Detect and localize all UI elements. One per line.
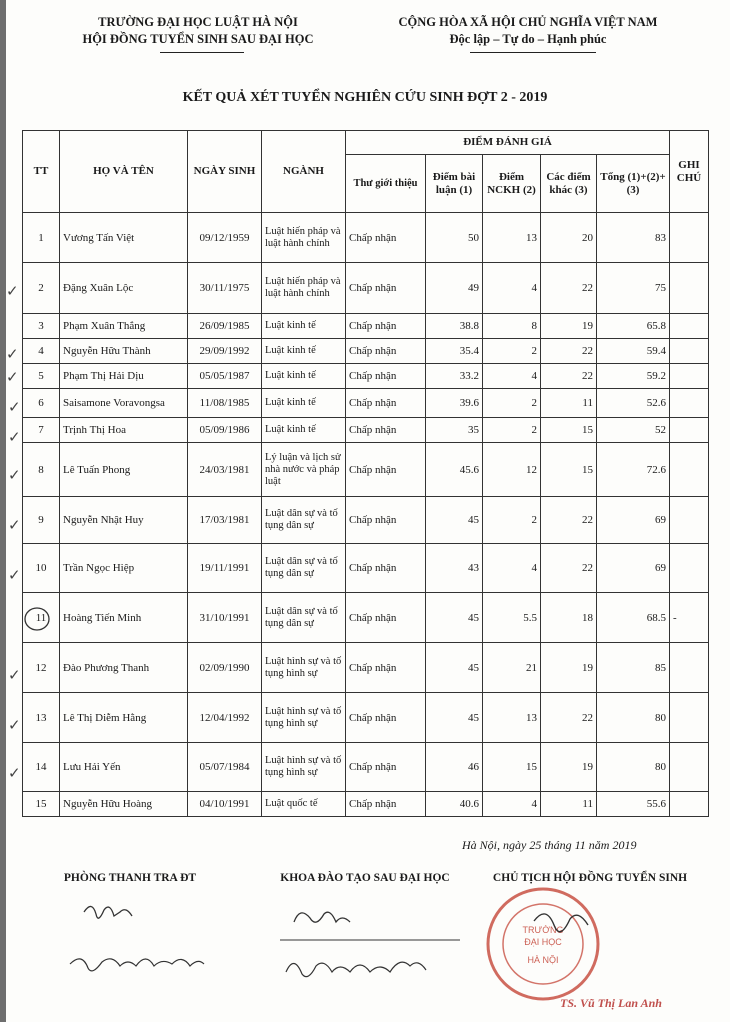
row-other: 11: [541, 792, 597, 817]
row-other: 22: [541, 364, 597, 389]
row-total: 52: [597, 418, 670, 443]
row-other: 20: [541, 213, 597, 263]
signature-title-faculty: KHOA ĐÀO TẠO SAU ĐẠI HỌC: [280, 872, 450, 884]
row-research: 4: [483, 364, 541, 389]
header-research: Điểm NCKH (2): [483, 155, 541, 213]
row-essay: 39.6: [426, 389, 483, 418]
row-letter: Chấp nhận: [346, 643, 426, 693]
row-essay: 35.4: [426, 339, 483, 364]
row-tt: 9: [23, 497, 60, 544]
row-research: 4: [483, 792, 541, 817]
check-mark: ✓: [6, 347, 19, 363]
row-research: 21: [483, 643, 541, 693]
row-essay: 33.2: [426, 364, 483, 389]
row-total: 59.4: [597, 339, 670, 364]
row-tt: 13: [23, 693, 60, 743]
row-total: 55.6: [597, 792, 670, 817]
row-name: Nguyễn Nhật Huy: [60, 497, 188, 544]
header-letter: Thư giới thiệu: [346, 155, 426, 213]
row-research: 12: [483, 443, 541, 497]
table-row: [23, 213, 709, 263]
row-letter: Chấp nhận: [346, 792, 426, 817]
row-note: [670, 693, 709, 743]
row-major: Luật hiến pháp và luật hành chính: [262, 263, 346, 314]
header-note: GHI CHÚ: [670, 131, 709, 213]
row-tt: 15: [23, 792, 60, 817]
row-total: 69: [597, 497, 670, 544]
check-mark: ✓: [8, 766, 21, 782]
row-major: Luật kinh tế: [262, 339, 346, 364]
issuer-line-2: HỘI ĐỒNG TUYỂN SINH SAU ĐẠI HỌC: [82, 32, 314, 46]
row-letter: Chấp nhận: [346, 693, 426, 743]
row-tt: 7: [23, 418, 60, 443]
row-other: 19: [541, 314, 597, 339]
row-dob: 05/07/1984: [188, 743, 262, 792]
row-essay: 45: [426, 693, 483, 743]
row-essay: 46: [426, 743, 483, 792]
table-row: [23, 418, 709, 443]
row-note: [670, 213, 709, 263]
row-note: [670, 389, 709, 418]
motto-underline: [470, 52, 596, 53]
table-row: [23, 643, 709, 693]
check-mark: ✓: [8, 400, 21, 416]
row-letter: Chấp nhận: [346, 497, 426, 544]
header-total: Tổng (1)+(2)+(3): [597, 155, 670, 213]
row-other: 19: [541, 643, 597, 693]
row-major: Lý luận và lịch sử nhà nước và pháp luật: [262, 443, 346, 497]
row-tt: 3: [23, 314, 60, 339]
row-name: Trịnh Thị Hoa: [60, 418, 188, 443]
row-tt: 2: [23, 263, 60, 314]
signature-title-chair: CHỦ TỊCH HỘI ĐỒNG TUYỂN SINH: [492, 872, 688, 884]
signature-title-inspection: PHÒNG THANH TRA ĐT: [63, 872, 197, 884]
svg-text:TRƯỜNG: TRƯỜNG: [522, 925, 564, 935]
date-line: Hà Nội, ngày 25 tháng 11 năm 2019: [462, 838, 637, 852]
row-other: 22: [541, 544, 597, 593]
table-row: [23, 263, 709, 314]
row-other: 19: [541, 743, 597, 792]
row-total: 75: [597, 263, 670, 314]
row-note: [670, 544, 709, 593]
row-total: 52.6: [597, 389, 670, 418]
row-name: Lưu Hải Yến: [60, 743, 188, 792]
row-dob: 26/09/1985: [188, 314, 262, 339]
header-tt: TT: [23, 131, 60, 213]
row-letter: Chấp nhận: [346, 418, 426, 443]
check-mark: ✓: [6, 284, 19, 300]
row-dob: 05/09/1986: [188, 418, 262, 443]
row-major: Luật quốc tế: [262, 792, 346, 817]
document-title: KẾT QUẢ XÉT TUYỂN NGHIÊN CỨU SINH ĐỢT 2 - 2019: [182, 90, 548, 105]
row-major: Luật hình sự và tố tụng hình sự: [262, 693, 346, 743]
row-name: Lê Tuấn Phong: [60, 443, 188, 497]
table-row: [23, 792, 709, 817]
chair-name: TS. Vũ Thị Lan Anh: [560, 996, 662, 1010]
row-research: 2: [483, 389, 541, 418]
row-essay: 45: [426, 643, 483, 693]
row-research: 4: [483, 544, 541, 593]
row-essay: 43: [426, 544, 483, 593]
row-major: Luật kinh tế: [262, 389, 346, 418]
row-note: [670, 364, 709, 389]
row-essay: 49: [426, 263, 483, 314]
row-essay: 45: [426, 593, 483, 643]
table-row: [23, 743, 709, 792]
table-row: [23, 339, 709, 364]
table-row: [23, 497, 709, 544]
issuer-line-1: TRƯỜNG ĐẠI HỌC LUẬT HÀ NỘI: [98, 15, 298, 29]
table-row: [23, 389, 709, 418]
row-research: 4: [483, 263, 541, 314]
row-dob: 04/10/1991: [188, 792, 262, 817]
table-row: [23, 364, 709, 389]
row-other: 15: [541, 418, 597, 443]
check-mark: ✓: [8, 430, 21, 446]
row-total: 85: [597, 643, 670, 693]
row-letter: Chấp nhận: [346, 389, 426, 418]
row-essay: 45: [426, 497, 483, 544]
table-row: [23, 314, 709, 339]
header-essay: Điểm bài luận (1): [426, 155, 483, 213]
row-other: 22: [541, 497, 597, 544]
table-row: [23, 693, 709, 743]
row-dob: 29/09/1992: [188, 339, 262, 364]
row-letter: Chấp nhận: [346, 443, 426, 497]
row-major: Luật hiến pháp và luật hành chính: [262, 213, 346, 263]
row-name: Nguyễn Hữu Thành: [60, 339, 188, 364]
row-tt: 6: [23, 389, 60, 418]
header-major: NGÀNH: [262, 131, 346, 213]
row-major: Luật dân sự và tố tụng dân sự: [262, 593, 346, 643]
row-tt: 5: [23, 364, 60, 389]
row-note: [670, 743, 709, 792]
row-note: [670, 643, 709, 693]
row-name: Nguyễn Hữu Hoàng: [60, 792, 188, 817]
table-row: [23, 443, 709, 497]
row-other: 22: [541, 263, 597, 314]
row-dob: 05/05/1987: [188, 364, 262, 389]
row-other: 22: [541, 693, 597, 743]
issuer-block: [48, 14, 348, 48]
circle-mark: [22, 604, 52, 634]
row-essay: 45.6: [426, 443, 483, 497]
header-name: HỌ VÀ TÊN: [60, 131, 188, 213]
row-major: Luật kinh tế: [262, 364, 346, 389]
row-dob: 30/11/1975: [188, 263, 262, 314]
row-research: 15: [483, 743, 541, 792]
header-score-group: ĐIỂM ĐÁNH GIÁ: [346, 131, 670, 155]
row-essay: 35: [426, 418, 483, 443]
row-name: Vương Tấn Việt: [60, 213, 188, 263]
header-other: Các điểm khác (3): [541, 155, 597, 213]
row-note: [670, 497, 709, 544]
row-research: 2: [483, 418, 541, 443]
row-note: [670, 314, 709, 339]
row-research: 2: [483, 339, 541, 364]
row-name: Saisamone Voravongsa: [60, 389, 188, 418]
row-name: Trần Ngọc Hiệp: [60, 544, 188, 593]
row-letter: Chấp nhận: [346, 364, 426, 389]
row-note: [670, 418, 709, 443]
row-essay: 38.8: [426, 314, 483, 339]
row-tt: 14: [23, 743, 60, 792]
row-dob: 11/08/1985: [188, 389, 262, 418]
row-total: 65.8: [597, 314, 670, 339]
national-motto: Độc lập – Tự do – Hạnh phúc: [449, 32, 607, 46]
row-research: 5.5: [483, 593, 541, 643]
svg-text:HÀ NỘI: HÀ NỘI: [527, 955, 559, 965]
row-other: 15: [541, 443, 597, 497]
row-name: Phạm Xuân Thắng: [60, 314, 188, 339]
row-note: [670, 339, 709, 364]
row-dob: 12/04/1992: [188, 693, 262, 743]
row-dob: 09/12/1959: [188, 213, 262, 263]
check-mark: ✓: [6, 370, 19, 386]
results-table: [22, 130, 709, 817]
document-header: [0, 14, 730, 54]
row-letter: Chấp nhận: [346, 593, 426, 643]
table-row: [23, 593, 709, 643]
row-tt: 10: [23, 544, 60, 593]
row-letter: Chấp nhận: [346, 213, 426, 263]
svg-text:ĐẠI HỌC: ĐẠI HỌC: [524, 937, 562, 947]
row-total: 59.2: [597, 364, 670, 389]
row-dob: 17/03/1981: [188, 497, 262, 544]
scan-edge: [0, 0, 6, 1022]
row-major: Luật kinh tế: [262, 314, 346, 339]
row-letter: Chấp nhận: [346, 544, 426, 593]
row-dob: 02/09/1990: [188, 643, 262, 693]
row-total: 83: [597, 213, 670, 263]
issuer-underline: [160, 52, 244, 53]
row-tt: 4: [23, 339, 60, 364]
motto-block: [368, 14, 688, 48]
row-dob: 24/03/1981: [188, 443, 262, 497]
check-mark: ✓: [8, 718, 21, 734]
row-tt: 1: [23, 213, 60, 263]
check-mark: ✓: [8, 468, 21, 484]
row-major: Luật dân sự và tố tụng dân sự: [262, 544, 346, 593]
row-letter: Chấp nhận: [346, 339, 426, 364]
row-name: Lê Thị Diễm Hằng: [60, 693, 188, 743]
row-major: Luật hình sự và tố tụng hình sự: [262, 643, 346, 693]
row-letter: Chấp nhận: [346, 743, 426, 792]
row-name: Phạm Thị Hải Dịu: [60, 364, 188, 389]
table-row: [23, 544, 709, 593]
header-dob: NGÀY SINH: [188, 131, 262, 213]
row-total: 69: [597, 544, 670, 593]
row-name: Đặng Xuân Lộc: [60, 263, 188, 314]
national-name: CỘNG HÒA XÃ HỘI CHỦ NGHĨA VIỆT NAM: [398, 15, 658, 29]
row-letter: Chấp nhận: [346, 263, 426, 314]
row-tt: 12: [23, 643, 60, 693]
row-note: -: [670, 593, 709, 643]
check-mark: ✓: [8, 668, 21, 684]
row-other: 22: [541, 339, 597, 364]
row-note: [670, 263, 709, 314]
row-note: [670, 792, 709, 817]
row-other: 11: [541, 389, 597, 418]
row-total: 68.5: [597, 593, 670, 643]
row-dob: 31/10/1991: [188, 593, 262, 643]
row-essay: 40.6: [426, 792, 483, 817]
row-research: 13: [483, 693, 541, 743]
row-tt: 8: [23, 443, 60, 497]
row-name: Hoàng Tiến Minh: [60, 593, 188, 643]
row-name: Đào Phương Thanh: [60, 643, 188, 693]
official-seal: [484, 885, 602, 1003]
row-dob: 19/11/1991: [188, 544, 262, 593]
row-other: 18: [541, 593, 597, 643]
row-essay: 50: [426, 213, 483, 263]
row-major: Luật dân sự và tố tụng dân sự: [262, 497, 346, 544]
row-major: Luật hình sự và tố tụng hình sự: [262, 743, 346, 792]
row-letter: Chấp nhận: [346, 314, 426, 339]
row-note: [670, 443, 709, 497]
row-research: 8: [483, 314, 541, 339]
row-research: 2: [483, 497, 541, 544]
row-total: 80: [597, 743, 670, 792]
handwritten-signature-faculty: [270, 892, 470, 992]
row-tt: 11: [23, 593, 60, 643]
check-mark: ✓: [8, 568, 21, 584]
row-research: 13: [483, 213, 541, 263]
row-major: Luật kinh tế: [262, 418, 346, 443]
check-mark: ✓: [8, 518, 21, 534]
handwritten-signature-inspection: [62, 892, 232, 992]
row-total: 80: [597, 693, 670, 743]
row-total: 72.6: [597, 443, 670, 497]
